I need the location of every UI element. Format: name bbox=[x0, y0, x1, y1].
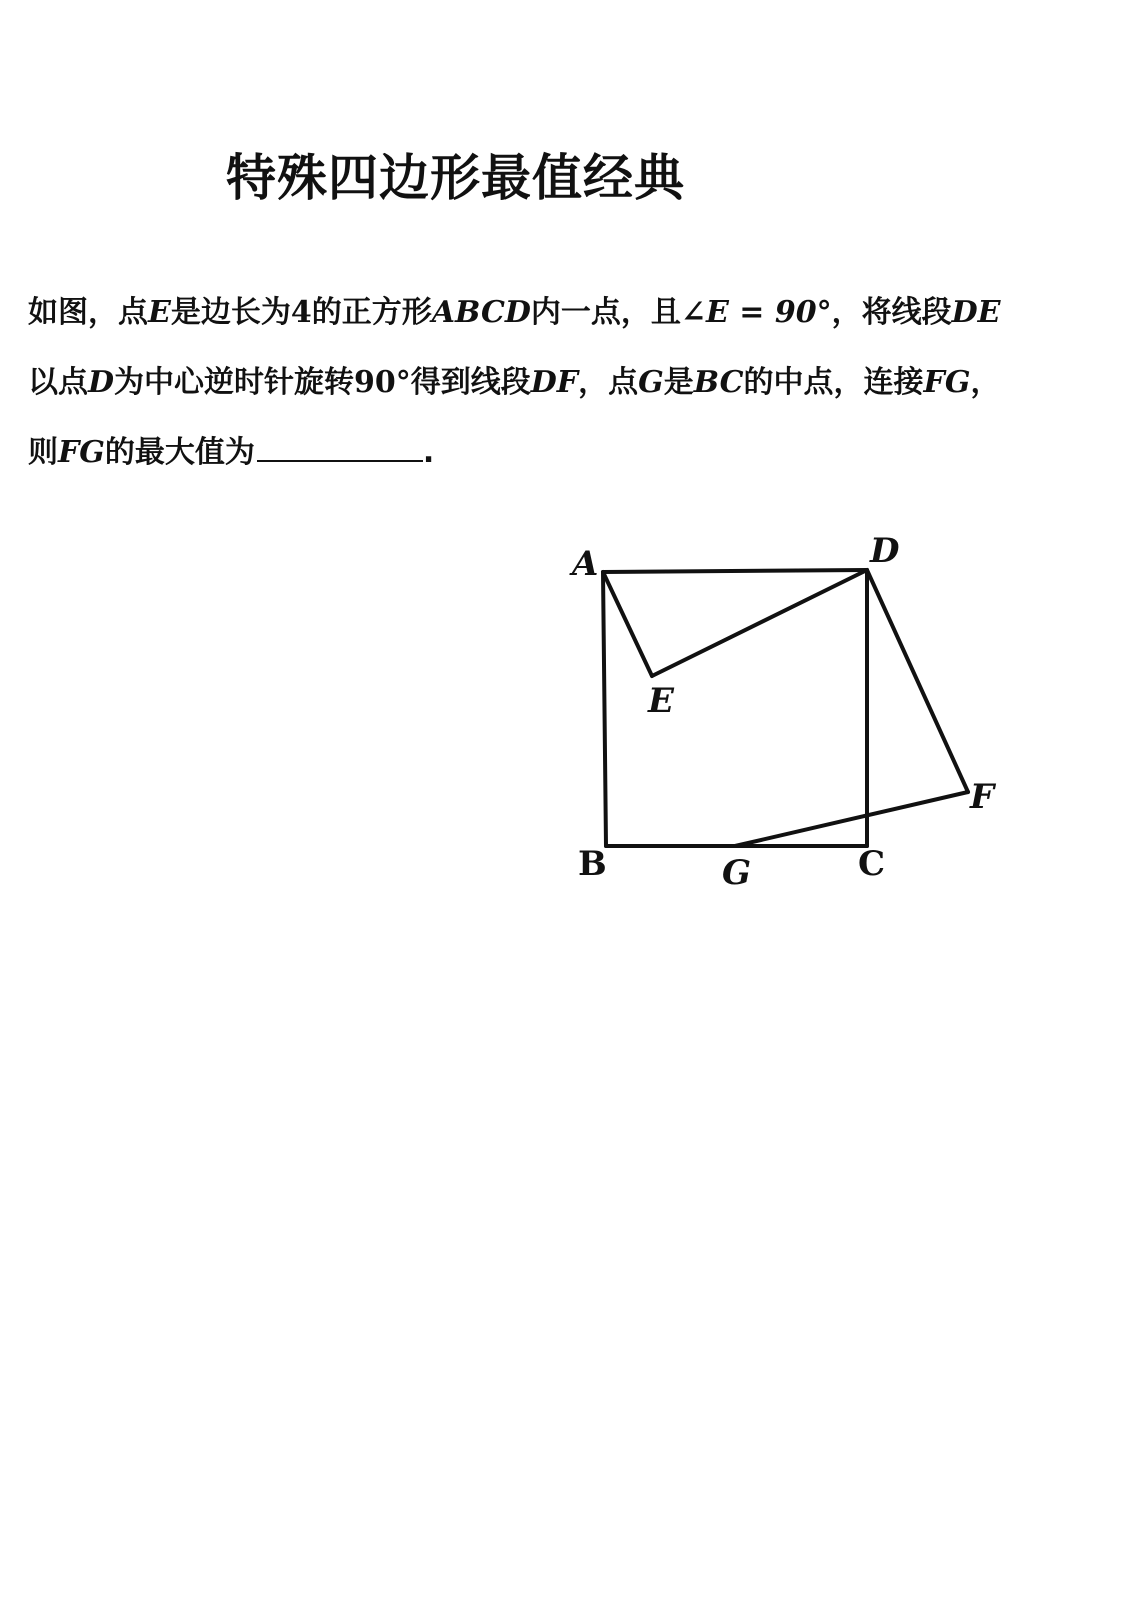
label-B: B bbox=[578, 844, 607, 884]
segment-FG bbox=[735, 792, 968, 846]
line1-seg-7: ∠E = 90° bbox=[680, 295, 832, 330]
label-F: F bbox=[970, 777, 995, 817]
line3-prefix: 则 bbox=[28, 435, 58, 470]
line2-seg-5: DF bbox=[530, 365, 579, 400]
line3-end: . bbox=[422, 435, 435, 470]
line1-seg-6: 内一点，且 bbox=[530, 295, 681, 330]
line1-seg-9: DE bbox=[951, 295, 1001, 330]
page-title: 特殊四边形最值经典 bbox=[226, 149, 685, 207]
line1-seg-1: E bbox=[148, 295, 171, 330]
line2-seg-1: D bbox=[88, 365, 115, 400]
line1-seg-5: ABCD bbox=[431, 295, 531, 330]
line2-seg-2: 为中心逆时针旋转 bbox=[114, 365, 355, 400]
line2-seg-6: ，点 bbox=[578, 365, 639, 400]
label-C: C bbox=[858, 844, 886, 884]
line2-seg-7: G bbox=[638, 365, 664, 400]
line2-seg-0: 以点 bbox=[28, 365, 88, 400]
label-G: G bbox=[722, 853, 752, 893]
line1-seg-0: 如图，点 bbox=[28, 295, 148, 330]
segment-AD bbox=[603, 570, 867, 572]
line2-seg-4: 得到线段 bbox=[410, 365, 531, 400]
label-E: E bbox=[648, 681, 674, 721]
line3-math: FG bbox=[58, 435, 105, 470]
label-A: A bbox=[572, 544, 599, 584]
line2-seg-8: 是 bbox=[663, 365, 694, 400]
line2-seg-3: 90° bbox=[354, 365, 411, 400]
line2-seg-11: FG bbox=[923, 365, 971, 400]
line2-seg-10: 的中点，连接 bbox=[743, 365, 924, 400]
segment-AB bbox=[603, 572, 606, 846]
segment-ED bbox=[652, 570, 867, 676]
line2-seg-12: ， bbox=[970, 365, 1001, 400]
line1-seg-8: ，将线段 bbox=[831, 295, 952, 330]
line3-suffix: 的最大值为 bbox=[104, 435, 255, 470]
line1-seg-2: 是边长为 bbox=[170, 295, 291, 330]
line2-seg-9: BC bbox=[693, 365, 744, 400]
line1-seg-3: 4 bbox=[290, 295, 312, 330]
line1-seg-4: 的正方形 bbox=[311, 295, 432, 330]
segment-AE bbox=[603, 572, 652, 676]
segment-DF bbox=[867, 570, 968, 792]
label-D: D bbox=[870, 531, 900, 571]
